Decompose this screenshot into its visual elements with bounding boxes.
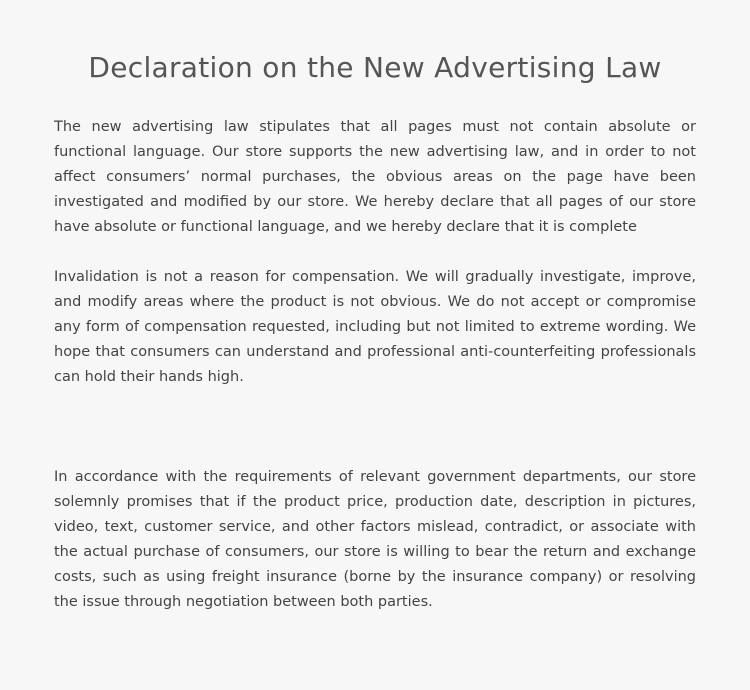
paragraph-advertising-law: The new advertising law stipulates that all pages must not contain absolute or functional language. Our store supports the new advertising law, and in order to not affect consumers’ normal purchases, the obvious areas on the page have been investigated and modified by our store. We hereby declare that all pages of our store have absolute or functional language, and we hereby declare that it is complete: [54, 119, 696, 235]
page-title: Declaration on the New Advertising Law: [88, 51, 662, 84]
paragraph-store-promise: In accordance with the requirements of relevant government departments, our store solemnly promises that if the product price, production date, description in pictures, video, text, customer service, and other factors mislead, contradict, or associate with the actual purchase of consumers, our store is willing to bear the return and exchange costs, such as using freight insurance (borne by the insurance company) or resolving the issue through negotiation between both parties.: [54, 469, 696, 610]
paragraph-compensation: Invalidation is not a reason for compensation. We will gradually investigate, improve, and modify areas where the product is not obvious. We do not accept or compromise any form of compensation requested, including but not limited to extreme wording. We hope that consumers can understand and professional anti-counterfeiting professionals can hold their hands high.: [54, 269, 696, 385]
